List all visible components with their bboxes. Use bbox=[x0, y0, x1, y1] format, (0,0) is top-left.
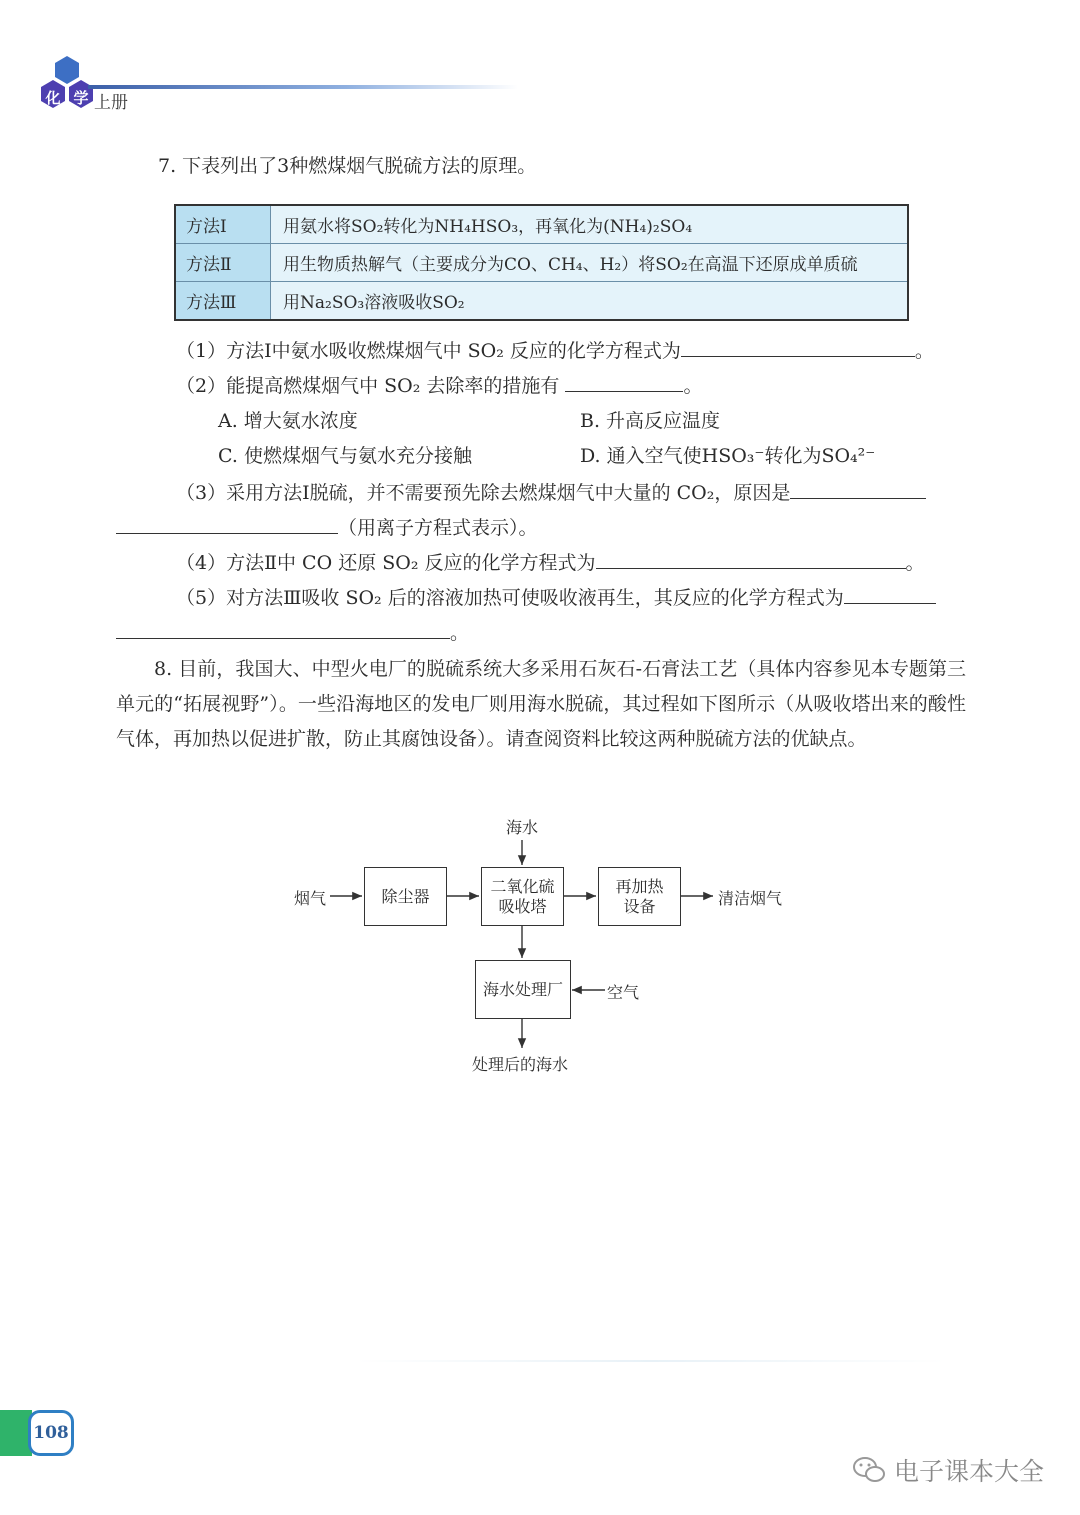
period: 。 bbox=[683, 375, 703, 397]
period: 。 bbox=[914, 340, 934, 362]
logo-char-2: 学 bbox=[73, 88, 89, 107]
label-air: 空气 bbox=[607, 983, 640, 1002]
period: 。 bbox=[450, 622, 470, 644]
reheat-line2: 设备 bbox=[623, 896, 656, 916]
label-flue-gas: 烟气 bbox=[294, 889, 327, 908]
q7-intro: 7. 下表列出了3种燃煤烟气脱硫方法的原理。 bbox=[158, 155, 537, 177]
option-c: C. 使燃煤烟气与氨水充分接触 bbox=[218, 445, 472, 467]
logo-char-1: 化 bbox=[45, 88, 61, 107]
watermark bbox=[852, 1452, 1044, 1488]
option-b: B. 升高反应温度 bbox=[580, 410, 721, 432]
page-number: 108 bbox=[28, 1410, 74, 1456]
desc-cell: 用生物质热解气（主要成分为CO、CH₄、H₂）将SO₂在高温下还原成单质硫 bbox=[283, 255, 858, 275]
method-cell: 方法Ⅰ bbox=[176, 206, 271, 243]
box-dust-remover: 除尘器 bbox=[364, 867, 447, 926]
desc-cell: 用氨水将SO₂转化为NH₄HSO₃，再氧化为(NH₄)₂SO₄ bbox=[283, 217, 693, 237]
q7-sub1-text: （1）方法Ⅰ中氨水吸收燃煤烟气中 SO₂ 反应的化学方程式为 bbox=[176, 340, 681, 362]
period: 。 bbox=[905, 552, 925, 574]
q7-sub4-text: （4）方法Ⅱ中 CO 还原 SO₂ 反应的化学方程式为 bbox=[176, 552, 596, 574]
wechat-icon bbox=[852, 1455, 886, 1485]
q7-sub3-text: （3）采用方法Ⅰ脱硫，并不需要预先除去燃煤烟气中大量的 CO₂，原因是 bbox=[176, 482, 791, 504]
method-cell: 方法Ⅲ bbox=[176, 282, 271, 319]
label-seawater: 海水 bbox=[506, 818, 539, 837]
absorber-line2: 吸收塔 bbox=[498, 896, 547, 916]
q7-sub5-text: （5）对方法Ⅲ吸收 SO₂ 后的溶液加热可使吸收液再生，其反应的化学方程式为 bbox=[176, 587, 844, 609]
box-reheat bbox=[598, 867, 681, 926]
desc-cell: 用Na₂SO₃溶液吸收SO₂ bbox=[283, 293, 465, 313]
reheat-line1: 再加热 bbox=[615, 876, 664, 896]
watermark-text: 电子课本大全 bbox=[893, 1457, 1044, 1486]
q8-text: 8. 目前，我国大、中型火电厂的脱硫系统大多采用石灰石-石膏法工艺（具体内容参见本专题第三单元的“拓展视野”）。一些沿海地区的发电厂则用海水脱硫，其过程如下图所示（从吸收塔出来的酸性气体，再加热以促进扩散，防止其腐蚀设备）。请查阅资料比较这两种脱硫方法的优缺点。 bbox=[116, 658, 966, 750]
label-treated-water: 处理后的海水 bbox=[472, 1055, 569, 1074]
book-label: 上册 bbox=[94, 93, 128, 113]
label-clean-gas: 清洁烟气 bbox=[718, 889, 783, 908]
q7-sub3-cont-text: （用离子方程式表示）。 bbox=[338, 517, 538, 539]
box-treatment-plant: 海水处理厂 bbox=[475, 960, 571, 1019]
footer-rule bbox=[356, 1360, 946, 1362]
q7-sub2-text: （2）能提高燃煤烟气中 SO₂ 去除率的措施有 bbox=[176, 375, 560, 397]
absorber-line1: 二氧化硫 bbox=[490, 876, 555, 896]
option-d: D. 通入空气使HSO₃⁻转化为SO₄²⁻ bbox=[580, 445, 876, 467]
box-absorber bbox=[481, 867, 564, 926]
method-cell: 方法Ⅱ bbox=[176, 244, 271, 281]
option-a: A. 增大氨水浓度 bbox=[218, 410, 358, 432]
